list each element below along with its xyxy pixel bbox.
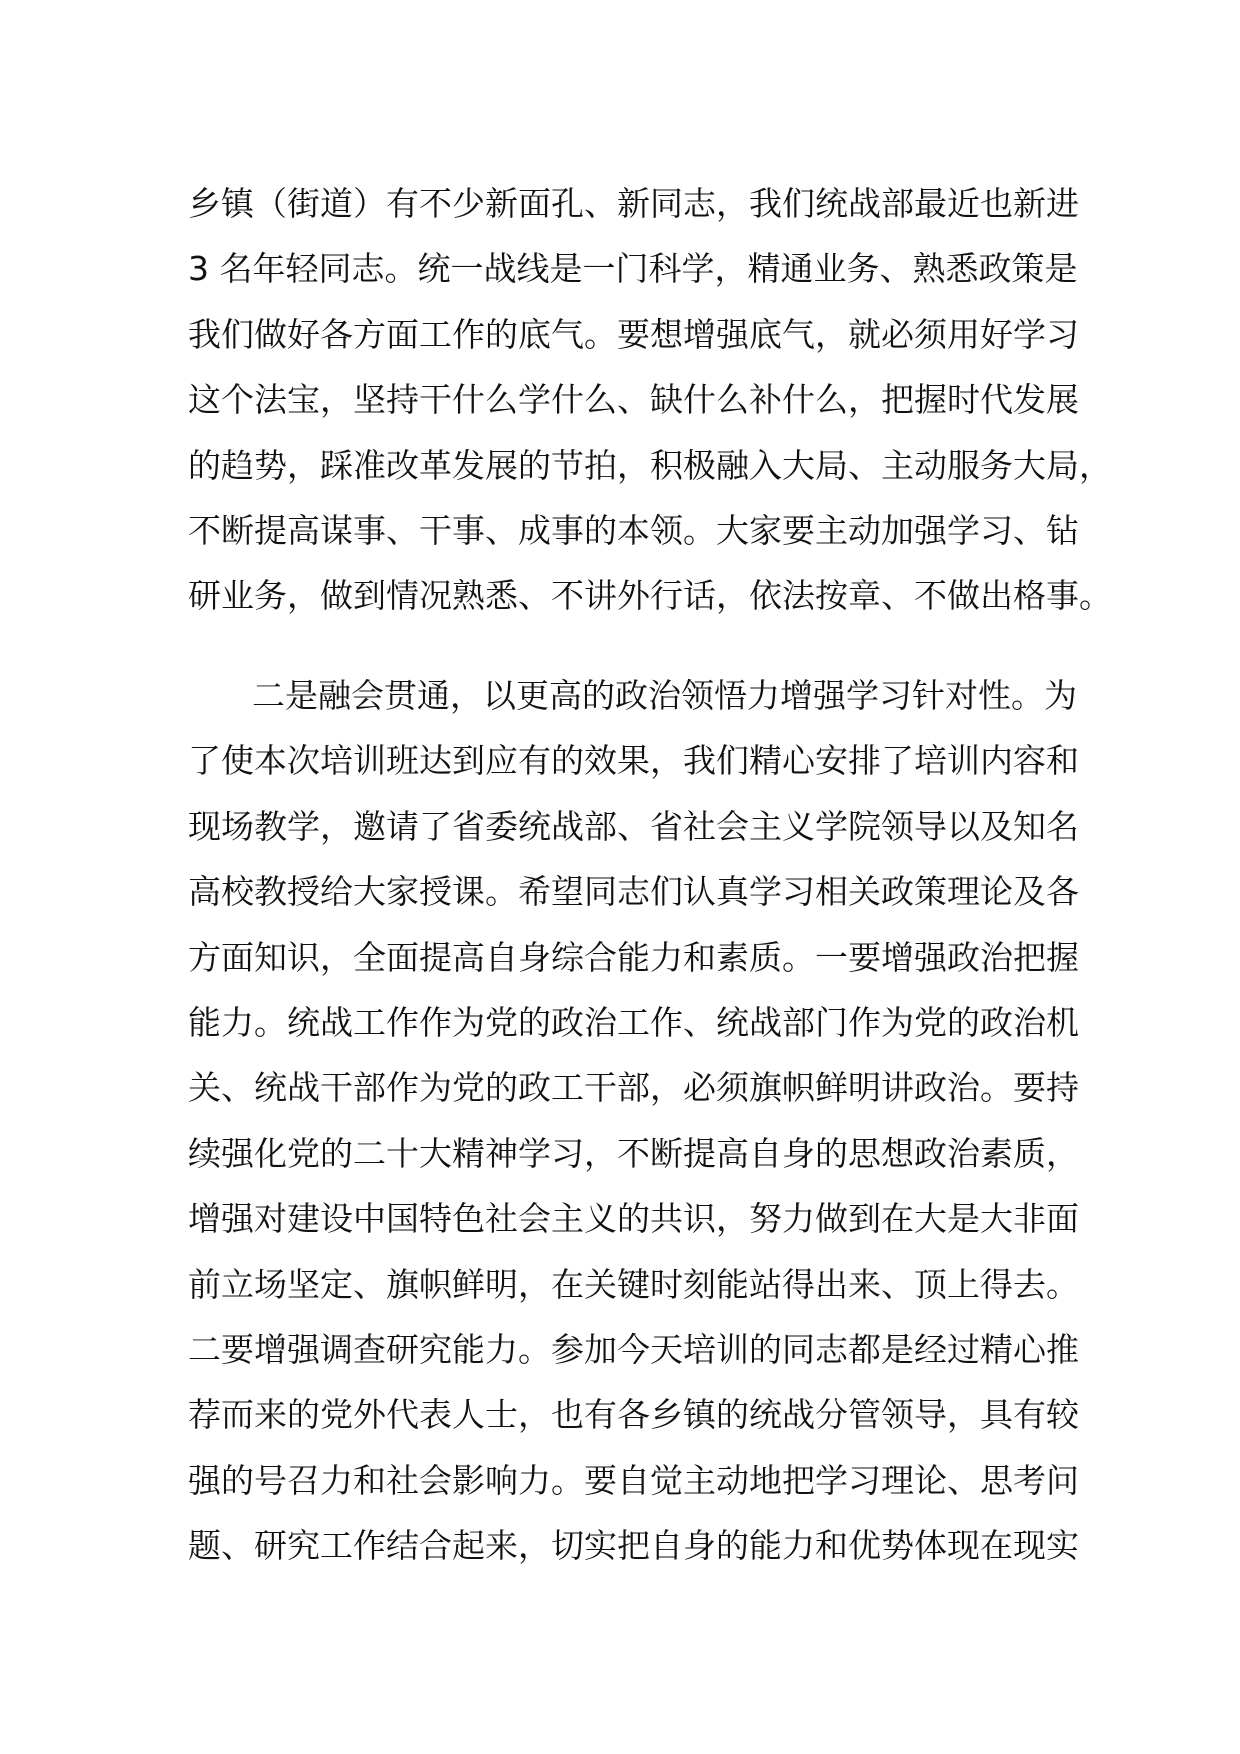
- text-line: 这个法宝，坚持干什么学什么、缺什么补什么，把握时代发展: [188, 380, 1079, 420]
- text-line: 了使本次培训班达到应有的效果，我们精心安排了培训内容和: [188, 741, 1079, 781]
- text-line-first: 二是融会贯通，以更高的政治领悟力增强学习针对性。为: [252, 676, 1077, 715]
- text-line: 前立场坚定、旗帜鲜明，在关键时刻能站得出来、顶上得去。: [188, 1264, 1079, 1304]
- text-line: [188, 1578, 1088, 1643]
- text-line: 不断提高谋事、干事、成事的本领。大家要主动加强学习、钻: [188, 510, 1079, 550]
- text-line: 我们做好各方面工作的底气。要想增强底气，就必须用好学习: [188, 314, 1079, 354]
- text-line: 题、研究工作结合起来，切实把自身的能力和优势体现在现实: [188, 1526, 1079, 1566]
- text-line: 3 名年轻同志。统一战线是一门科学，精通业务、熟悉政策是: [188, 249, 1078, 289]
- text-line: 研业务，做到情况熟悉、不讲外行话，依法按章、不做出格事。: [188, 576, 1112, 616]
- text-line: 关、统战干部作为党的政工干部，必须旗帜鲜明讲政治。要持: [188, 1068, 1079, 1108]
- text-line: 强的号召力和社会影响力。要自觉主动地把学习理论、思考问: [188, 1460, 1079, 1500]
- paragraph-continuation: [188, 171, 1112, 629]
- text-line: 增强对建设中国特色社会主义的共识，努力做到在大是大非面: [188, 1199, 1079, 1239]
- text-line: 的趋势，踩准改革发展的节拍，积极融入大局、主动服务大局，: [188, 445, 1112, 485]
- text-line: 现场教学，邀请了省委统战部、省社会主义学院领导以及知名: [188, 806, 1079, 846]
- text-line: 高校教授给大家授课。希望同志们认真学习相关政策理论及各: [188, 872, 1079, 912]
- text-line: 方面知识，全面提高自身综合能力和素质。一要增强政治把握: [188, 937, 1079, 977]
- text-line: 乡镇（街道）有不少新面孔、新同志，我们统战部最近也新进: [188, 184, 1079, 223]
- paragraph-section-two: [188, 663, 1088, 1644]
- text-line: 荐而来的党外代表人士，也有各乡镇的统战分管领导，具有较: [188, 1395, 1079, 1435]
- text-line: 续强化党的二十大精神学习，不断提高自身的思想政治素质，: [188, 1133, 1079, 1173]
- text-line: 能力。统战工作作为党的政治工作、统战部门作为党的政治机: [188, 1002, 1079, 1042]
- text-line: 二要增强调查研究能力。参加今天培训的同志都是经过精心推: [188, 1329, 1079, 1369]
